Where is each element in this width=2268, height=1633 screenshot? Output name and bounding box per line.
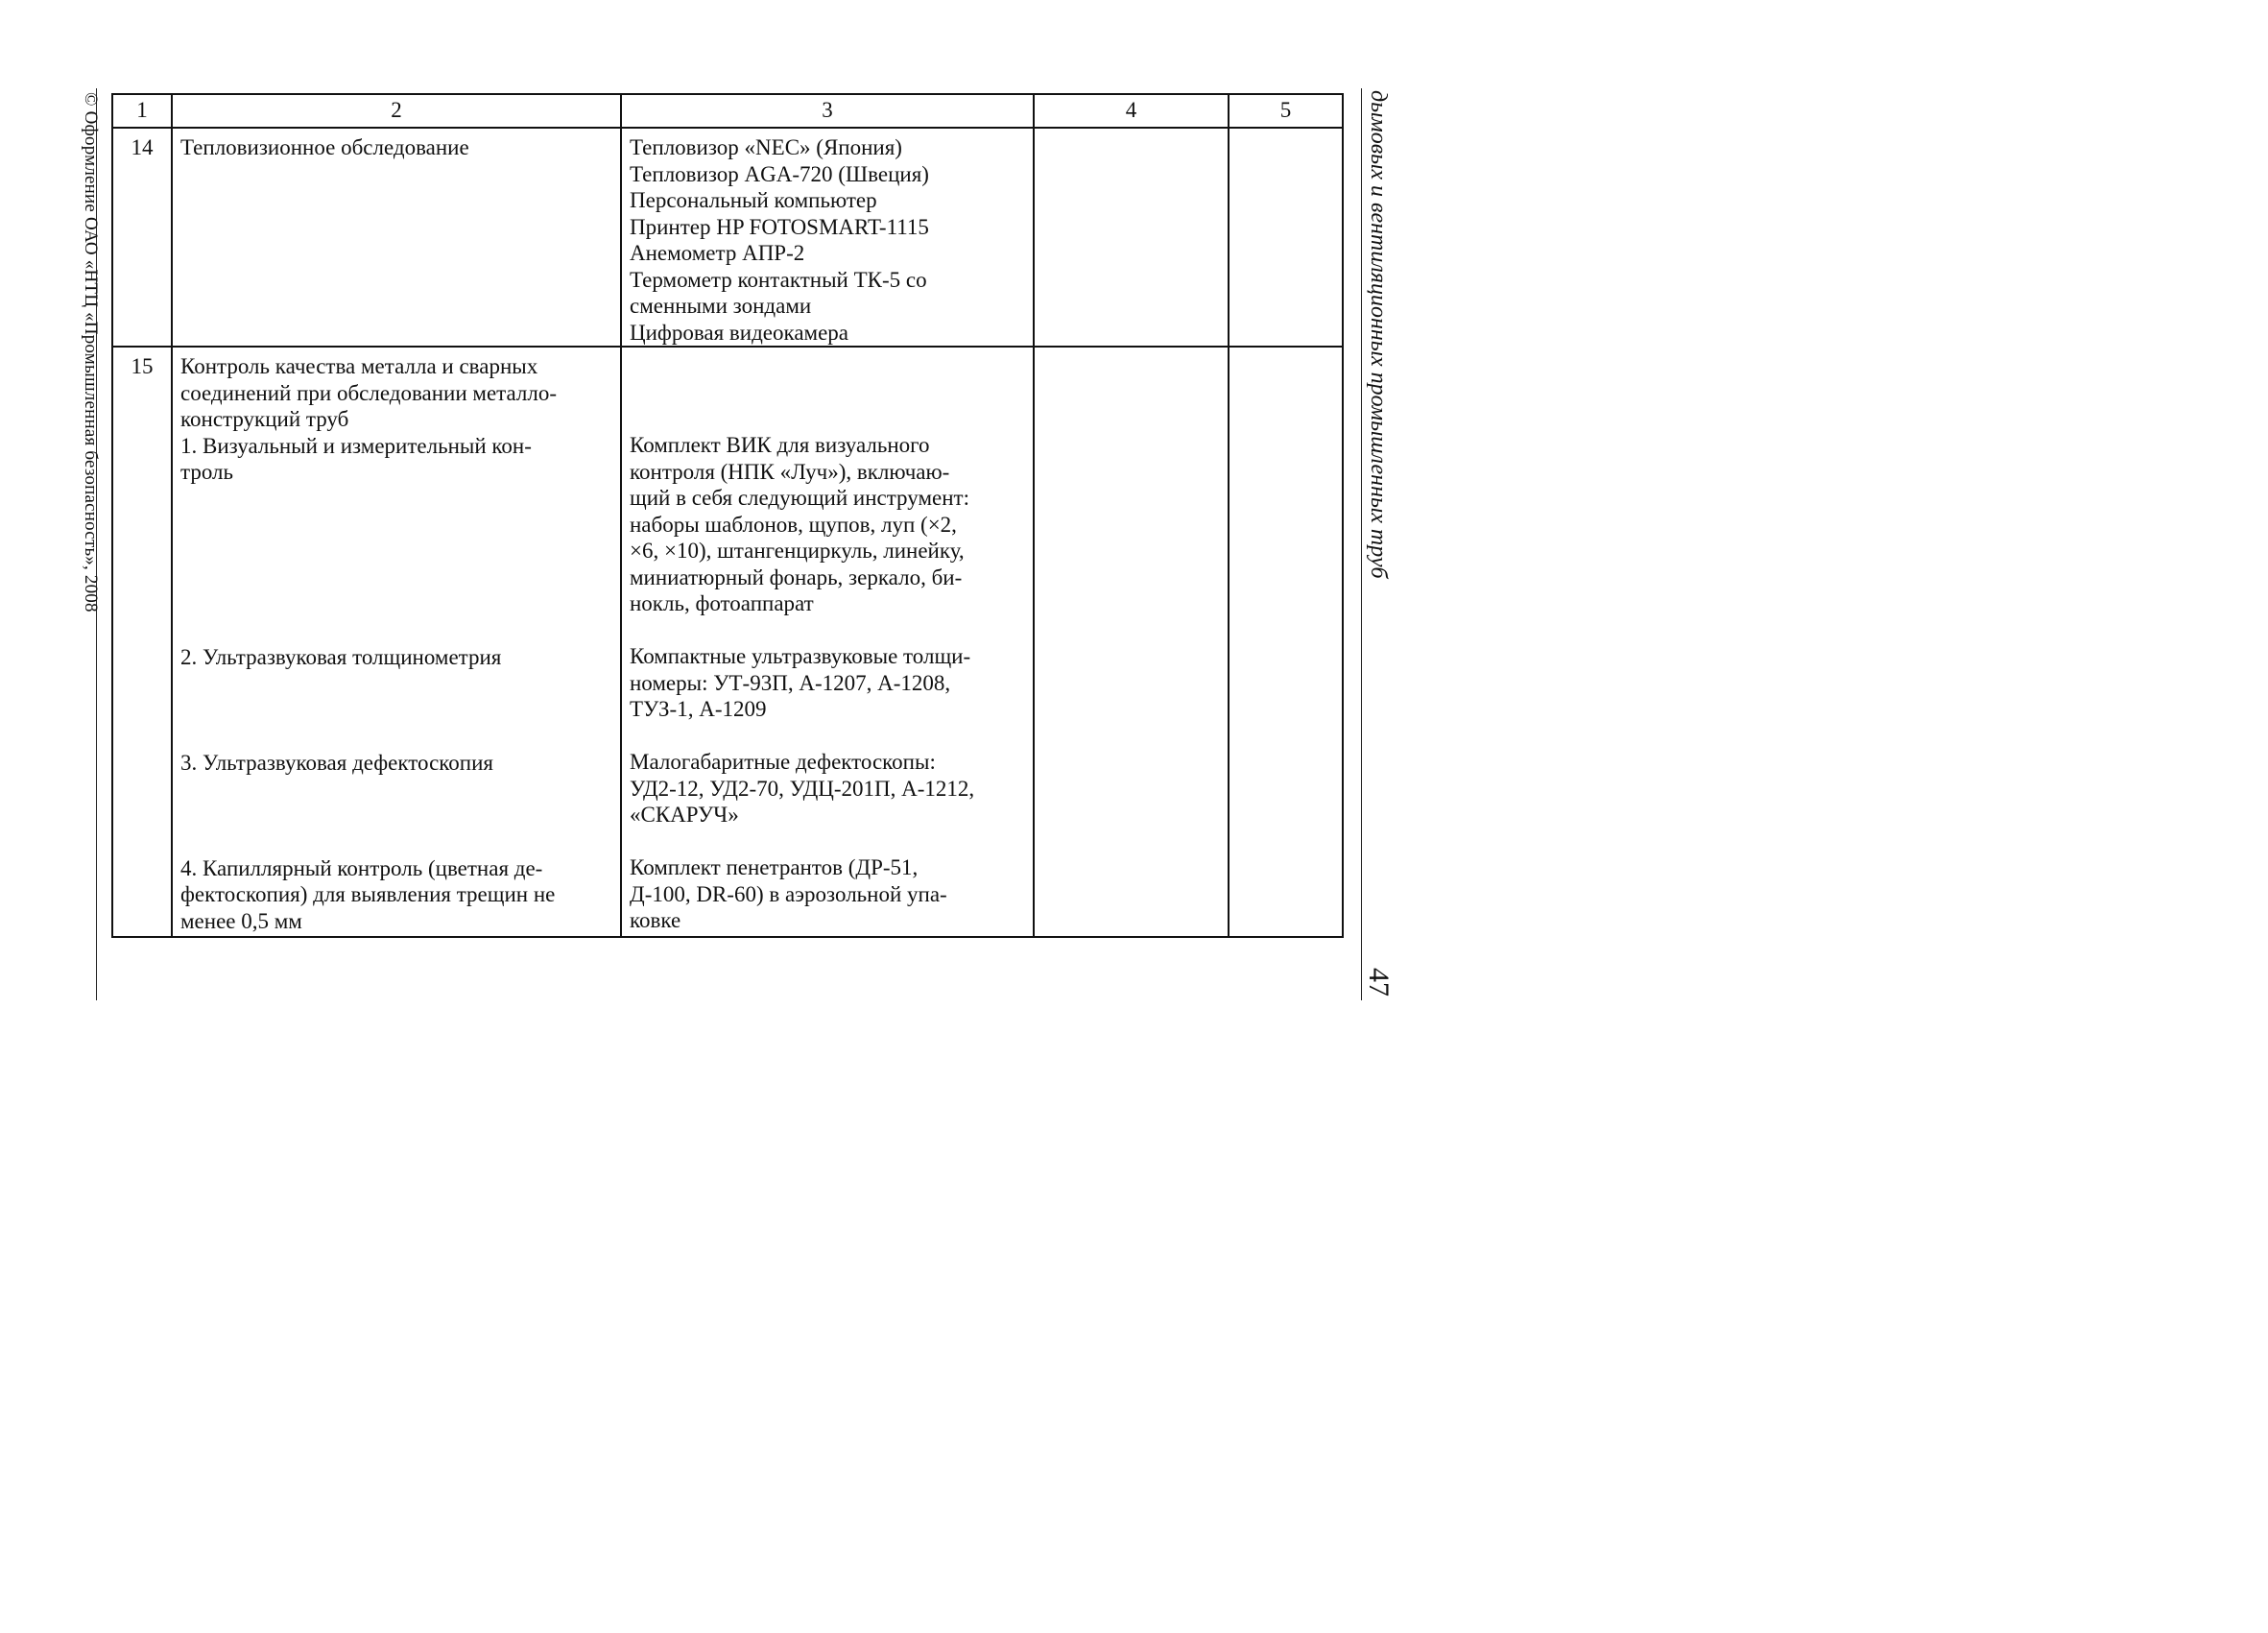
equipment-line: нокль, фотоаппарат — [630, 591, 814, 615]
equipment-line: ковке — [630, 908, 681, 932]
equipment-line: миниатюрный фонарь, зеркало, би- — [630, 564, 963, 589]
column-header: 5 — [1229, 94, 1343, 128]
empty-cell-col4 — [1034, 128, 1229, 347]
work-item-line: троль — [180, 460, 233, 484]
equipment-line: щий в себя следующий инструмент: — [630, 486, 969, 510]
equipment-item-2 — [630, 643, 1025, 749]
work-item-line: 3. Ультразвуковая дефектоскопия — [180, 750, 493, 775]
equipment-line: УД2-12, УД2-70, УДЦ-201П, А-1212, — [630, 776, 975, 801]
column-header: 2 — [172, 94, 621, 128]
row-number: 15 — [112, 347, 172, 937]
empty-cell-col5 — [1229, 128, 1343, 347]
equipment-item-4 — [630, 854, 1025, 934]
equipment-line: Принтер HP FOTOSMART-1115 — [630, 214, 929, 239]
equipment-line: Комплект ВИК для визуального — [630, 433, 930, 457]
right-margin-rule — [1361, 88, 1362, 1000]
empty-cell-col4 — [1034, 347, 1229, 937]
equipment-line: «СКАРУЧ» — [630, 803, 739, 827]
page-number: 47 — [1363, 968, 1395, 997]
equipment-cell — [621, 347, 1034, 937]
work-item-line: фектоскопия) для выявления трещин не — [180, 882, 556, 906]
equipment-line: Комплект пенетрантов (ДР-51, — [630, 855, 919, 879]
work-item-4 — [180, 855, 612, 935]
column-header: 3 — [621, 94, 1034, 128]
equipment-line: номеры: УТ-93П, А-1207, А-1208, — [630, 670, 951, 695]
equipment-line: Малогабаритные дефектоскопы: — [630, 750, 936, 774]
table-row — [112, 347, 1343, 937]
work-intro-line: конструкций труб — [180, 407, 349, 431]
copyright-notice: © Оформление ОАО «НТЦ «Промышленная безопасность», 2008 — [81, 92, 101, 612]
equipment-line: Термометр контактный ТК-5 со — [630, 267, 927, 292]
equipment-line: Д-100, DR-60) в аэрозольной упа- — [630, 881, 947, 906]
equipment-line: Анемометр АПР-2 — [630, 241, 805, 265]
work-intro-line: соединений при обследовании металло- — [180, 380, 558, 405]
work-item-line: 4. Капиллярный контроль (цветная де- — [180, 855, 543, 880]
row-number: 14 — [112, 128, 172, 347]
equipment-line: Цифровая видеокамера — [630, 320, 849, 345]
work-item-2 — [180, 644, 612, 750]
running-title: дымовых и вентиляционных промышленных труб — [1366, 90, 1391, 579]
work-item-line: менее 0,5 мм — [180, 908, 302, 933]
empty-cell-col5 — [1229, 347, 1343, 937]
equipment-line: ТУЗ-1, А-1209 — [630, 697, 767, 721]
work-type-line: Тепловизионное обследование — [180, 135, 469, 159]
document-page — [0, 0, 1496, 1078]
work-item-3 — [180, 750, 612, 855]
work-item-line: 1. Визуальный и измерительный кон- — [180, 433, 532, 458]
table-row — [112, 128, 1343, 347]
work-intro-line: Контроль качества металла и сварных — [180, 354, 538, 378]
column-header: 4 — [1034, 94, 1229, 128]
work-type-cell — [172, 347, 621, 937]
equipment-line: Компактные ультразвуковые толщи- — [630, 644, 971, 668]
work-item-1 — [180, 433, 612, 617]
work-item-line: 2. Ультразвуковая толщинометрия — [180, 644, 502, 669]
equipment-cell — [621, 128, 1034, 347]
equipment-line: контроля (НПК «Луч»), включаю- — [630, 459, 950, 484]
equipment-line: Тепловизор AGA-720 (Швеция) — [630, 161, 929, 186]
equipment-line: Тепловизор «NEC» (Япония) — [630, 135, 902, 159]
table-header-row — [112, 94, 1343, 128]
equipment-line: наборы шаблонов, щупов, луп (×2, — [630, 512, 957, 537]
work-type-cell — [172, 128, 621, 347]
column-header: 1 — [112, 94, 172, 128]
equipment-item-1 — [630, 432, 1025, 616]
equipment-line: сменными зондами — [630, 294, 812, 318]
equipment-item-3 — [630, 749, 1025, 854]
equipment-line: Персональный компьютер — [630, 188, 877, 212]
equipment-spacer — [630, 353, 1025, 432]
equipment-table — [111, 93, 1344, 938]
equipment-line: ×6, ×10), штангенциркуль, линейку, — [630, 539, 965, 563]
